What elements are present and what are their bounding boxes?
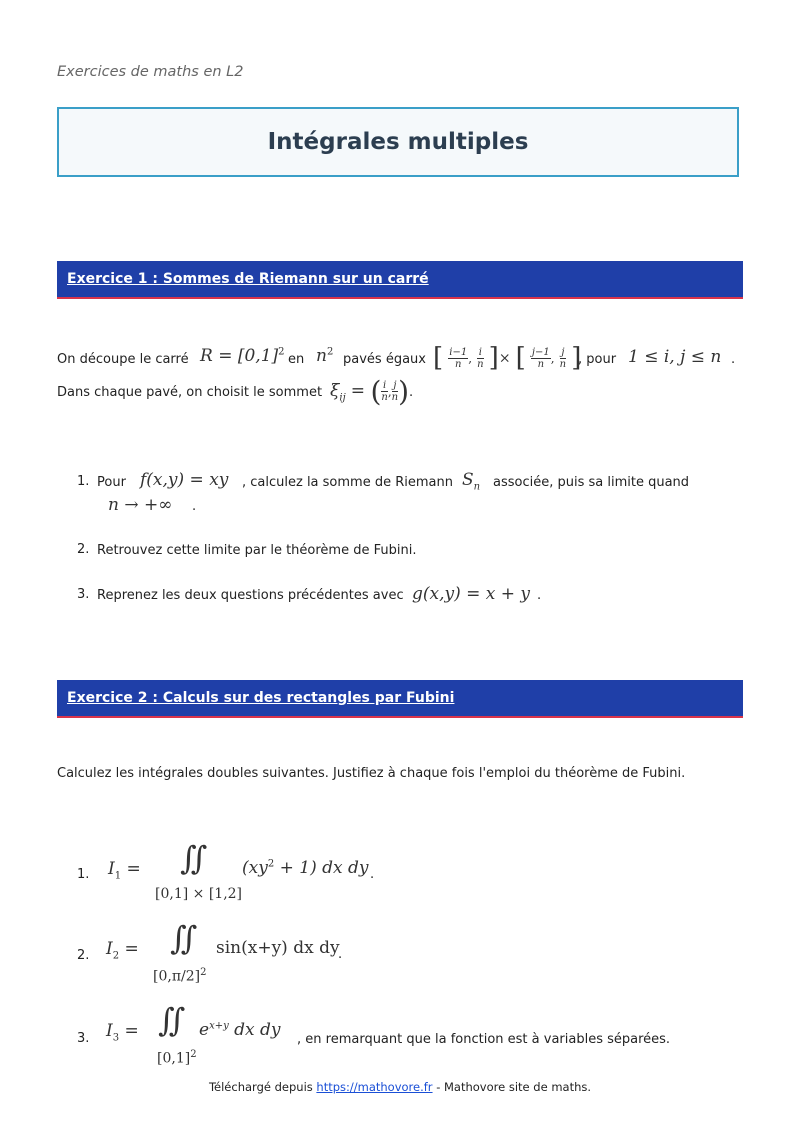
ex1-period-3: . [537, 588, 542, 603]
ex1-q1-limit: n → +∞ [108, 495, 173, 515]
ex2-i2-integral-sign: ∬ [170, 919, 198, 957]
ex2-period-2: . [338, 947, 343, 962]
exercise-2-header [57, 680, 743, 718]
ex1-pour: , pour [578, 352, 617, 367]
ex2-period-1: . [370, 867, 375, 882]
ex1-q1-number: 1. [77, 474, 90, 489]
ex1-q1-a: Pour [97, 475, 126, 490]
ex1-square-eq: $R = [0,1]^2$ [200, 346, 285, 366]
ex1-period-2: . [192, 499, 197, 514]
ex1-q2-number: 2. [77, 542, 90, 557]
page-footer [0, 1080, 800, 1094]
ex1-xi-formula: $\xi_{ij}$ = ( $\frac{i}{n}$ , $\frac{j}{n}$ ). [330, 375, 414, 408]
ex2-i3-lhs: $I_3$ = [106, 1021, 139, 1044]
ex2-i3-integral-sign: ∬ [158, 1001, 186, 1039]
ex1-intro-b: Dans chaque pavé, on choisit le sommet [57, 385, 323, 400]
ex1-q3-number: 3. [77, 587, 90, 602]
title-box [57, 107, 739, 177]
footer-prefix: Téléchargé depuis [208, 1080, 317, 1094]
ex2-i1-integral-sign: ∬ [180, 839, 208, 877]
ex1-n2: $n^2$ [316, 346, 334, 366]
ex2-i2-integrand: sin(x+y) dx dy [216, 938, 340, 958]
ex1-paves: pavés égaux [343, 352, 426, 367]
ex1-en: en [288, 352, 305, 367]
ex1-range: 1 ≤ i, j ≤ n [628, 347, 722, 367]
ex2-intro: Calculez les intégrales doubles suivantes. Justifiez à chaque fois l'emploi du théorème de Fubini. [57, 766, 686, 781]
ex2-i3-domain: [0,1] [157, 1050, 191, 1067]
ex1-q1-c: associée, puis sa limite quand [493, 475, 690, 490]
ex1-q1-f: f(x,y) = xy [140, 470, 229, 490]
ex2-i1-lhs: $I_1$ = [108, 859, 141, 882]
exercise-1-header [57, 261, 743, 299]
ex2-i1-number: 1. [77, 867, 90, 882]
ex2-i2-number: 2. [77, 948, 90, 963]
footer-link[interactable]: https://mathovore.fr [316, 1080, 433, 1094]
ex1-intro-a: On découpe le carré [57, 352, 189, 367]
ex1-q1-b: , calculez la somme de Riemann [242, 475, 453, 490]
ex2-i3-integrand: $e^{x+y}$ dx dy [199, 1020, 281, 1040]
ex2-i3-note: , en remarquant que la fonction est à variables séparées. [297, 1032, 671, 1047]
ex2-i1-integrand: $(xy^2 + 1)$ dx dy [242, 858, 369, 878]
ex1-q3-g: g(x,y) = x + y [412, 584, 531, 604]
page-title: Intégrales multiples [267, 129, 529, 155]
footer-suffix: - Mathovore site de maths. [432, 1080, 592, 1094]
ex2-i1-domain: [0,1] × [1,2] [155, 886, 243, 902]
ex2-i2-lhs: $I_2$ = [106, 939, 139, 962]
ex2-i2-domain: [0,π/2] [153, 968, 201, 985]
ex2-i3-domain-wrap: $[0,1]^2$ [157, 1049, 197, 1067]
ex1-q2: Retrouvez cette limite par le théorème de Fubini. [97, 543, 417, 558]
ex1-q1-S: $S_n$ [462, 470, 481, 493]
ex2-i2-domain-wrap: $[0,\pi/2]^2$ [153, 967, 207, 985]
ex1-q3-a: Reprenez les deux questions précédentes avec [97, 588, 404, 603]
exercise-2-title: Exercice 2 : Calculs sur des rectangles par Fubini [67, 690, 455, 706]
page-subtitle: Exercices de maths en L2 [57, 64, 244, 80]
ex2-i3-number: 3. [77, 1031, 90, 1046]
exercise-1-title: Exercice 1 : Sommes de Riemann sur un carré [67, 271, 429, 287]
ex1-period-1: . [731, 352, 736, 367]
ex1-pave-formula: [ $\frac{i-1}{n}$ , $\frac{i}{n}$ ]× [ $\frac{j-1}{n}$ , $\frac{j}{n}$ ] [433, 343, 582, 373]
